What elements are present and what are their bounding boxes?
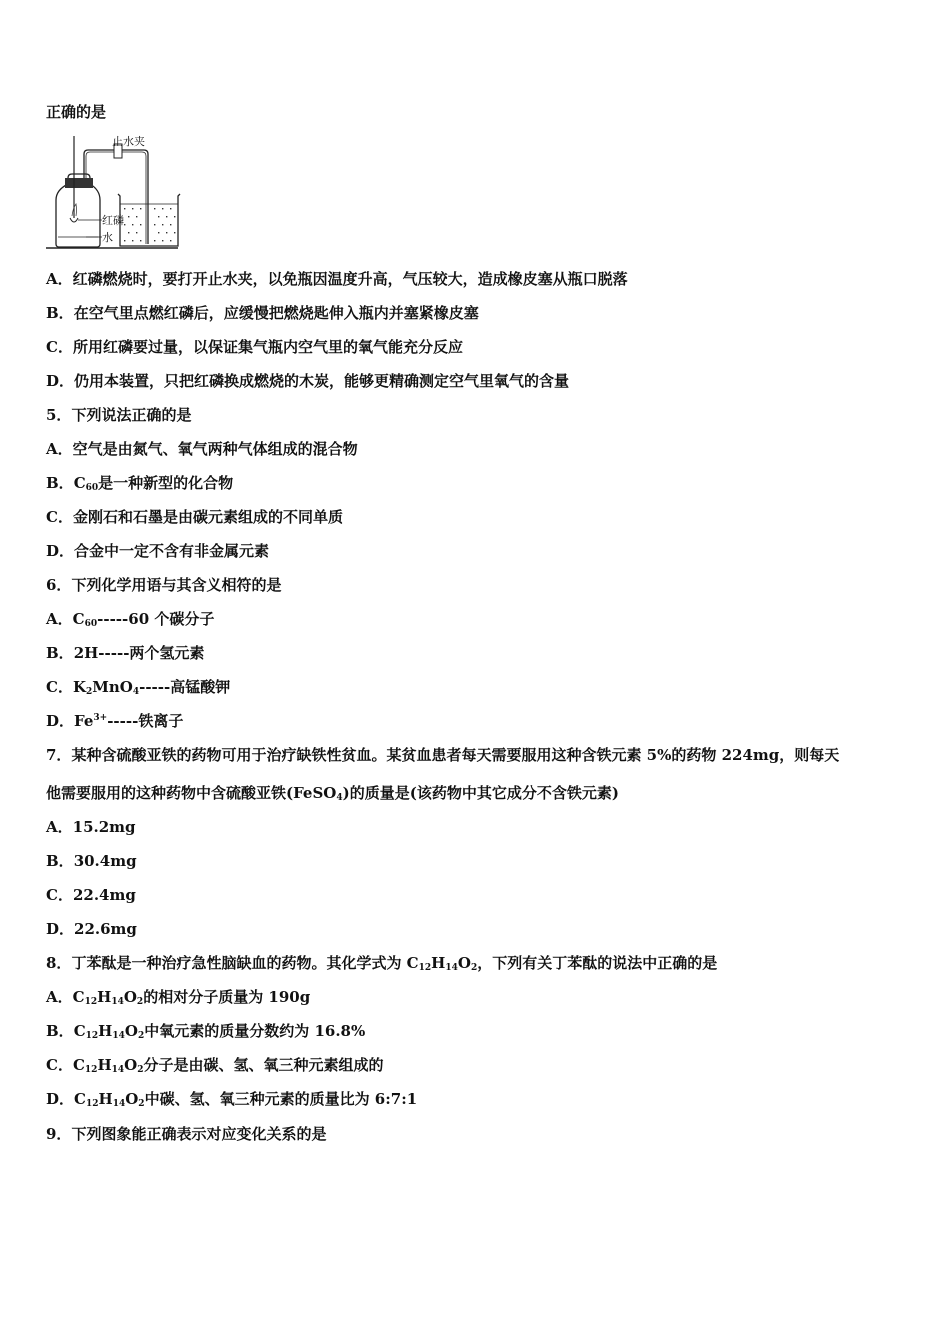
q4-stem-tail: 正确的是 [46,103,107,121]
q8-stem: 8．丁苯酞是一种治疗急性脑缺血的药物。其化学式为 $C_{12}H_{14}O_2$，下列有关丁苯酞的说法中正确的是 [46,954,718,973]
q8-option-b: B．$C_{12}H_{14}O_2$中氧元素的质量分数约为 16.8% [46,1022,366,1041]
q8-option-a: A．$C_{12}H_{14}O_2$的相对分子质量为 190g [46,988,311,1007]
oxygen-measurement-apparatus-figure [46,134,186,254]
q4-option-c: C．所用红磷要过量，以保证集气瓶内空气里的氧气能充分反应 [46,338,463,356]
q6-stem: 6．下列化学用语与其含义相符的是 [46,576,282,594]
q6-option-a: A．$C_{60}-----60$ 个碳分子 [46,610,215,629]
q8-option-d: D．$C_{12}H_{14}O_2$中碳、氢、氧三种元素的质量比为 6:7:1 [46,1090,418,1109]
q4-option-a: A．红磷燃烧时，要打开止水夹，以免瓶因温度升高，气压较大，造成橡皮塞从瓶口脱落 [46,270,628,288]
q7-option-c: C．22.4mg [46,886,136,904]
q5-stem: 5．下列说法正确的是 [46,406,192,424]
q7-stem-line2: 他需要服用的这种药物中含硫酸亚铁(FeSO$_4$)的质量是(该药物中其它成分不含铁元素) [46,784,619,803]
q5-option-c: C．金刚石和石墨是由碳元素组成的不同单质 [46,508,343,526]
q8-option-c: C．$C_{12}H_{14}O_2$分子是由碳、氢、氧三种元素组成的 [46,1056,384,1075]
q6-option-d: D．$Fe^{3+}-----$铁离子 [46,712,184,730]
water-label: 水 [102,231,113,244]
q5-option-d: D．合金中一定不含有非金属元素 [46,542,270,560]
q7-option-a: A．15.2mg [46,818,136,836]
q5-option-b: B．$C_{60}$是一种新型的化合物 [46,474,234,493]
q9-stem: 9．下列图象能正确表示对应变化关系的是 [46,1125,327,1143]
q4-option-d: D．仍用本装置，只把红磷换成燃烧的木炭，能够更精确测定空气里氧气的含量 [46,372,570,390]
q7-stem-line1: 7．某种含硫酸亚铁的药物可用于治疗缺铁性贫血。某贫血患者每天需要服用这种含铁元素 5%的药物 224mg，则每天 [46,746,840,764]
phosphorus-label: 红磷 [102,214,124,227]
q5-option-a: A．空气是由氮气、氧气两种气体组成的混合物 [46,440,358,458]
q7-option-d: D．22.6mg [46,920,137,938]
q4-option-b: B．在空气里点燃红磷后，应缓慢把燃烧匙伸入瓶内并塞紧橡皮塞 [46,304,479,322]
q6-option-c: C．$K_2MnO_4-----$高锰酸钾 [46,678,231,697]
q6-option-b: B．2H-----两个氢元素 [46,644,205,662]
q7-option-b: B．30.4mg [46,852,137,870]
clamp-label: 止水夹 [112,135,145,148]
